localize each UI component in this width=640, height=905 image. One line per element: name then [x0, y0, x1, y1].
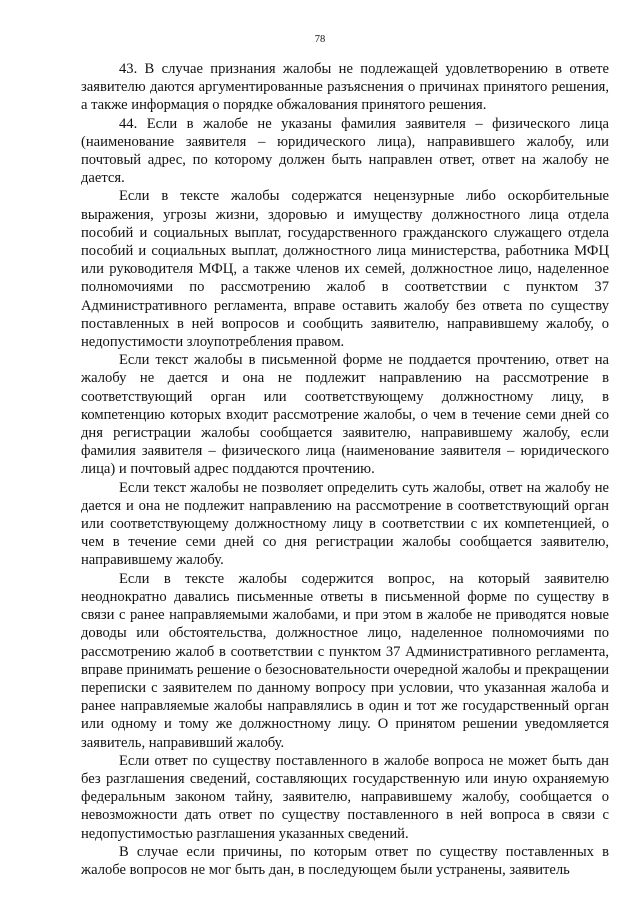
- page-number: 78: [314, 34, 326, 45]
- paragraph-44: 44. Если в жалобе не указаны фамилия заявителя – физического лица (наименование заявителя – юридического лица), направившего жалобу, или почтовый адрес, по которому должен быть направлен ответ, ответ на жалобу не дается.: [81, 115, 609, 187]
- paragraph-secret-information: Если ответ по существу поставленного в жалобе вопроса не может быть дан без разглашения сведений, составляющих государственную или иную охраняемую федеральным законом тайну, заявителю, направившему жалобу, сообщается о невозможности дать ответ по существу поставленного в ней вопроса в связи с недопустимостью разглашения указанных сведений.: [81, 752, 609, 842]
- paragraph-reasons-eliminated: В случае если причины, по которым ответ по существу поставленных в жалобе вопросов не мог быть дан, в последующем были устранены, заявитель: [81, 843, 609, 878]
- paragraph-repeated-question: Если в тексте жалобы содержится вопрос, на который заявителю неоднократно давались письменные ответы в письменной форме по существу в связи с ранее направляемыми жалобами, и при этом в жалобе не приводятся новые доводы или обстоятельства, должностное лицо, наделенное полномочиями по рассмотрению жалоб в соответствии с пунктом 37 Административного регламента, вправе принимать решение о безосновательности очередной жалобы и прекращении переписки с заявителем по данному вопросу при условии, что указанная жалоба и ранее направляемые жалобы направлялись в один и тот же государственный орган или одному и тому же должностному лицу. О принятом решении уведомляется заявитель, направивший жалобу.: [81, 570, 609, 751]
- document-body: [81, 60, 609, 879]
- paragraph-undefined-essence: Если текст жалобы не позволяет определить суть жалобы, ответ на жалобу не дается и она не подлежит направлению на рассмотрение в соответствующий орган или соответствующему должностному лицу в соответствии с их компетенцией, о чем в течение семи дней со дня регистрации жалобы сообщается заявителю, направившему жалобу.: [81, 479, 609, 569]
- paragraph-offensive-content: Если в тексте жалобы содержатся нецензурные либо оскорбительные выражения, угрозы жизни, здоровью и имуществу должностного лица отдела пособий и социальных выплат, государственного гражданского служащего отдела пособий и социальных выплат, должностного лица министерства, работника МФЦ или руководителя МФЦ, а также членов их семей, должностное лицо, наделенное полномочиями по рассмотрению жалоб в соответствии с пунктом 37 Административного регламента, вправе оставить жалобу без ответа по существу поставленных в ней вопросов и сообщить заявителю, направившему жалобу, о недопустимости злоупотребления правом.: [81, 188, 609, 351]
- paragraph-43: 43. В случае признания жалобы не подлежащей удовлетворению в ответе заявителю даются аргументированные разъяснения о причинах принятого решения, а также информация о порядке обжалования принятого решения.: [81, 61, 609, 114]
- paragraph-unreadable-text: Если текст жалобы в письменной форме не поддается прочтению, ответ на жалобу не дается и она не подлежит направлению на рассмотрение в соответствующий орган или соответствующему должностному лицу, в компетенцию которых входит рассмотрение жалобы, о чем в течение семи дней со дня регистрации жалобы сообщается заявителю, направившему жалобу, если фамилия заявителя – физического лица (наименование заявителя – юридического лица) и почтовый адрес поддаются прочтению.: [81, 352, 609, 478]
